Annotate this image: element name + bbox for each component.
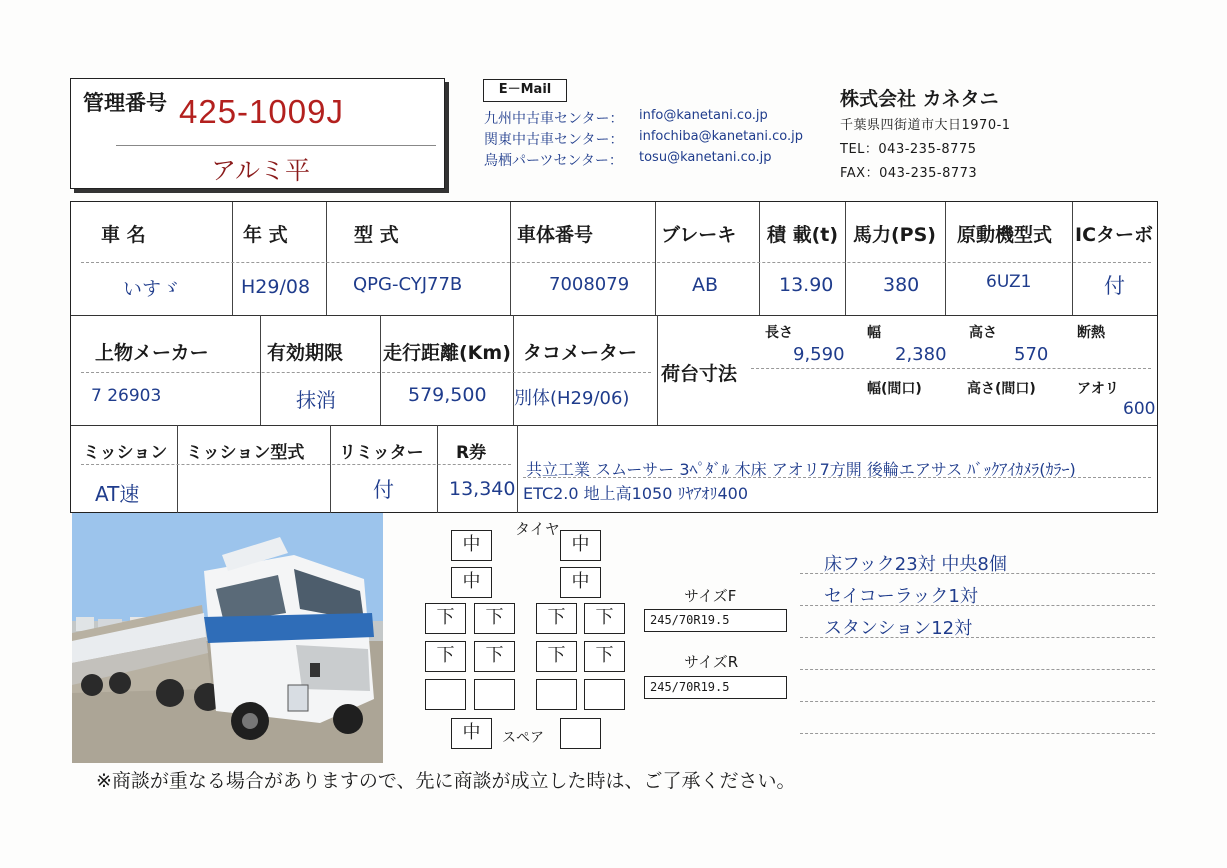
col-divider — [655, 202, 656, 315]
note-guide — [800, 605, 1155, 606]
email-address[interactable]: tosu@kanetani.co.jp — [639, 150, 772, 165]
size-front-label: サイズF — [684, 587, 737, 605]
value-model: QPG-CYJ77B — [353, 274, 463, 295]
header-tachometer: タコメーター — [523, 342, 638, 364]
header-mileage: 走行距離(Km) — [383, 342, 511, 364]
header-expiry: 有効期限 — [267, 342, 344, 364]
header-chassis-number: 車体番号 — [517, 224, 594, 246]
value-limiter: 付 — [373, 478, 394, 502]
row-guide — [81, 262, 1151, 263]
col-divider — [260, 315, 261, 425]
header-limiter: リミッター — [339, 443, 424, 463]
tire-left-3b: 下 — [474, 603, 515, 634]
size-rear: 245/70R19.5 — [644, 676, 787, 699]
cargo-length-label: 長さ — [765, 325, 793, 341]
value-payload: 13.90 — [779, 274, 834, 296]
tire-right-5a — [536, 679, 577, 710]
cargo-gate-label: アオリ — [1077, 381, 1119, 397]
cargo-dimensions-label: 荷台寸法 — [661, 363, 738, 385]
email-address[interactable]: infochiba@kanetani.co.jp — [639, 129, 804, 144]
header-transmission-model: ミッション型式 — [186, 443, 305, 463]
col-divider — [437, 425, 438, 513]
cargo-height-opening-label: 高さ(間口) — [967, 381, 1036, 397]
note-guide — [800, 701, 1155, 702]
value-tachometer: 別体(H29/06) — [514, 388, 630, 409]
note-guide — [800, 573, 1155, 574]
cargo-height-label: 高さ — [969, 325, 997, 341]
equipment-note-1: 床フック23対 中央8個 — [824, 554, 1007, 575]
tire-left-4b: 下 — [474, 641, 515, 672]
company-fax: FAX：043-235-8773 — [840, 166, 978, 181]
email-center-name: 鳥栖パーツセンター： — [484, 153, 623, 169]
header-brake: ブレーキ — [661, 224, 737, 246]
tire-title: タイヤ — [515, 520, 560, 538]
col-divider — [845, 202, 846, 315]
tire-left-2: 中 — [451, 567, 492, 598]
col-divider — [177, 425, 178, 513]
col-divider — [1072, 202, 1073, 315]
size-rear-label: サイズR — [684, 653, 739, 671]
header-engine-model: 原動機型式 — [957, 224, 1053, 246]
remarks-line-1: 共立工業 スムーサー 3ﾍﾟﾀﾞﾙ 木床 アオリ7方開 後輪エアサス ﾊﾞｯｸｱｲｶﾒﾗ(ｶﾗｰ) — [526, 460, 1076, 479]
header-maker: 車 名 — [101, 224, 146, 246]
management-number-label: 管理番号 — [83, 91, 167, 115]
company-address: 千葉県四街道市大日1970-1 — [840, 118, 1011, 133]
tire-left-3a: 下 — [425, 603, 466, 634]
col-divider — [517, 425, 518, 513]
value-ic-turbo: 付 — [1104, 274, 1125, 298]
note-guide — [800, 669, 1155, 670]
email-row-kyushu — [484, 108, 768, 128]
col-divider — [945, 202, 946, 315]
row-guide — [81, 464, 511, 465]
header-horsepower: 馬力(PS) — [853, 224, 936, 246]
col-divider — [326, 202, 327, 315]
row-guide — [81, 372, 651, 373]
value-year: H29/08 — [241, 276, 311, 298]
value-horsepower: 380 — [883, 274, 920, 296]
email-row-tosu — [484, 150, 772, 170]
cargo-width: 2,380 — [895, 344, 947, 365]
remarks-line-2: ETC2.0 地上高1050 ﾘﾔｱｵﾘ400 — [523, 484, 748, 503]
note-guide — [800, 637, 1155, 638]
management-number: 425-1009J — [179, 93, 344, 130]
equipment-note-2: セイコーラック1対 — [824, 586, 978, 607]
tire-right-4a: 下 — [536, 641, 577, 672]
header-ic-turbo: ICターボ — [1075, 224, 1154, 246]
row-divider — [71, 425, 1157, 426]
tire-right-3a: 下 — [536, 603, 577, 634]
row-guide — [751, 368, 1151, 369]
body-type: アルミ平 — [211, 156, 311, 185]
company-tel: TEL：043-235-8775 — [840, 142, 977, 157]
tire-left-4a: 下 — [425, 641, 466, 672]
value-chassis-number: 7008079 — [549, 274, 630, 295]
tire-spare-2 — [560, 718, 601, 749]
tire-left-1: 中 — [451, 530, 492, 561]
cargo-width-opening-label: 幅(間口) — [867, 381, 922, 397]
email-center-name: 九州中古車センター： — [484, 111, 624, 127]
cargo-height: 570 — [1014, 344, 1049, 365]
tire-right-1: 中 — [560, 530, 601, 561]
cargo-insulation-label: 断熱 — [1077, 325, 1105, 341]
header-body-maker: 上物メーカー — [95, 342, 209, 364]
value-mileage: 579,500 — [408, 384, 487, 406]
email-tag: E－Mail — [483, 79, 567, 102]
vehicle-photo — [72, 513, 383, 763]
truck-illustration — [72, 513, 383, 763]
tire-right-5b — [584, 679, 625, 710]
col-divider — [330, 425, 331, 513]
tire-left-5b — [474, 679, 515, 710]
header-r-ticket: R券 — [456, 443, 487, 463]
value-r-ticket: 13,340 — [449, 478, 516, 500]
value-brake: AB — [692, 274, 719, 296]
value-engine-model: 6UZ1 — [986, 272, 1032, 292]
email-center-name: 関東中古車センター： — [484, 132, 624, 148]
spare-label: スペア — [502, 730, 544, 746]
tire-right-3b: 下 — [584, 603, 625, 634]
cargo-gate: 600 — [1123, 399, 1156, 419]
value-transmission: AT速 — [95, 482, 140, 506]
note-guide — [800, 733, 1155, 734]
col-divider — [657, 315, 658, 425]
cargo-length: 9,590 — [793, 344, 845, 365]
email-row-kanto — [484, 129, 804, 149]
col-divider — [380, 315, 381, 425]
email-address[interactable]: info@kanetani.co.jp — [639, 108, 768, 123]
value-expiry: 抹消 — [296, 388, 336, 412]
col-divider — [510, 202, 511, 315]
tire-right-4b: 下 — [584, 641, 625, 672]
value-body-maker: 7 26903 — [91, 386, 162, 406]
header-year: 年 式 — [243, 224, 288, 246]
header-transmission: ミッション — [83, 443, 168, 463]
equipment-note-3: スタンション12対 — [824, 618, 973, 639]
tire-left-5a — [425, 679, 466, 710]
tire-spare-1: 中 — [451, 718, 492, 749]
header-model: 型 式 — [354, 224, 399, 246]
management-number-box — [70, 78, 445, 189]
col-divider — [759, 202, 760, 315]
disclaimer: ※商談が重なる場合がありますので、先に商談が成立した時は、ご了承ください。 — [96, 770, 796, 792]
value-maker: いすゞ — [123, 278, 181, 300]
divider — [116, 145, 436, 146]
col-divider — [232, 202, 233, 315]
size-front: 245/70R19.5 — [644, 609, 787, 632]
company-name: 株式会社 カネタニ — [840, 88, 999, 110]
header-payload: 積 載(t) — [767, 224, 839, 246]
tire-right-2: 中 — [560, 567, 601, 598]
cargo-width-label: 幅 — [867, 325, 881, 341]
row-divider — [71, 315, 1157, 316]
spec-table — [70, 201, 1158, 513]
